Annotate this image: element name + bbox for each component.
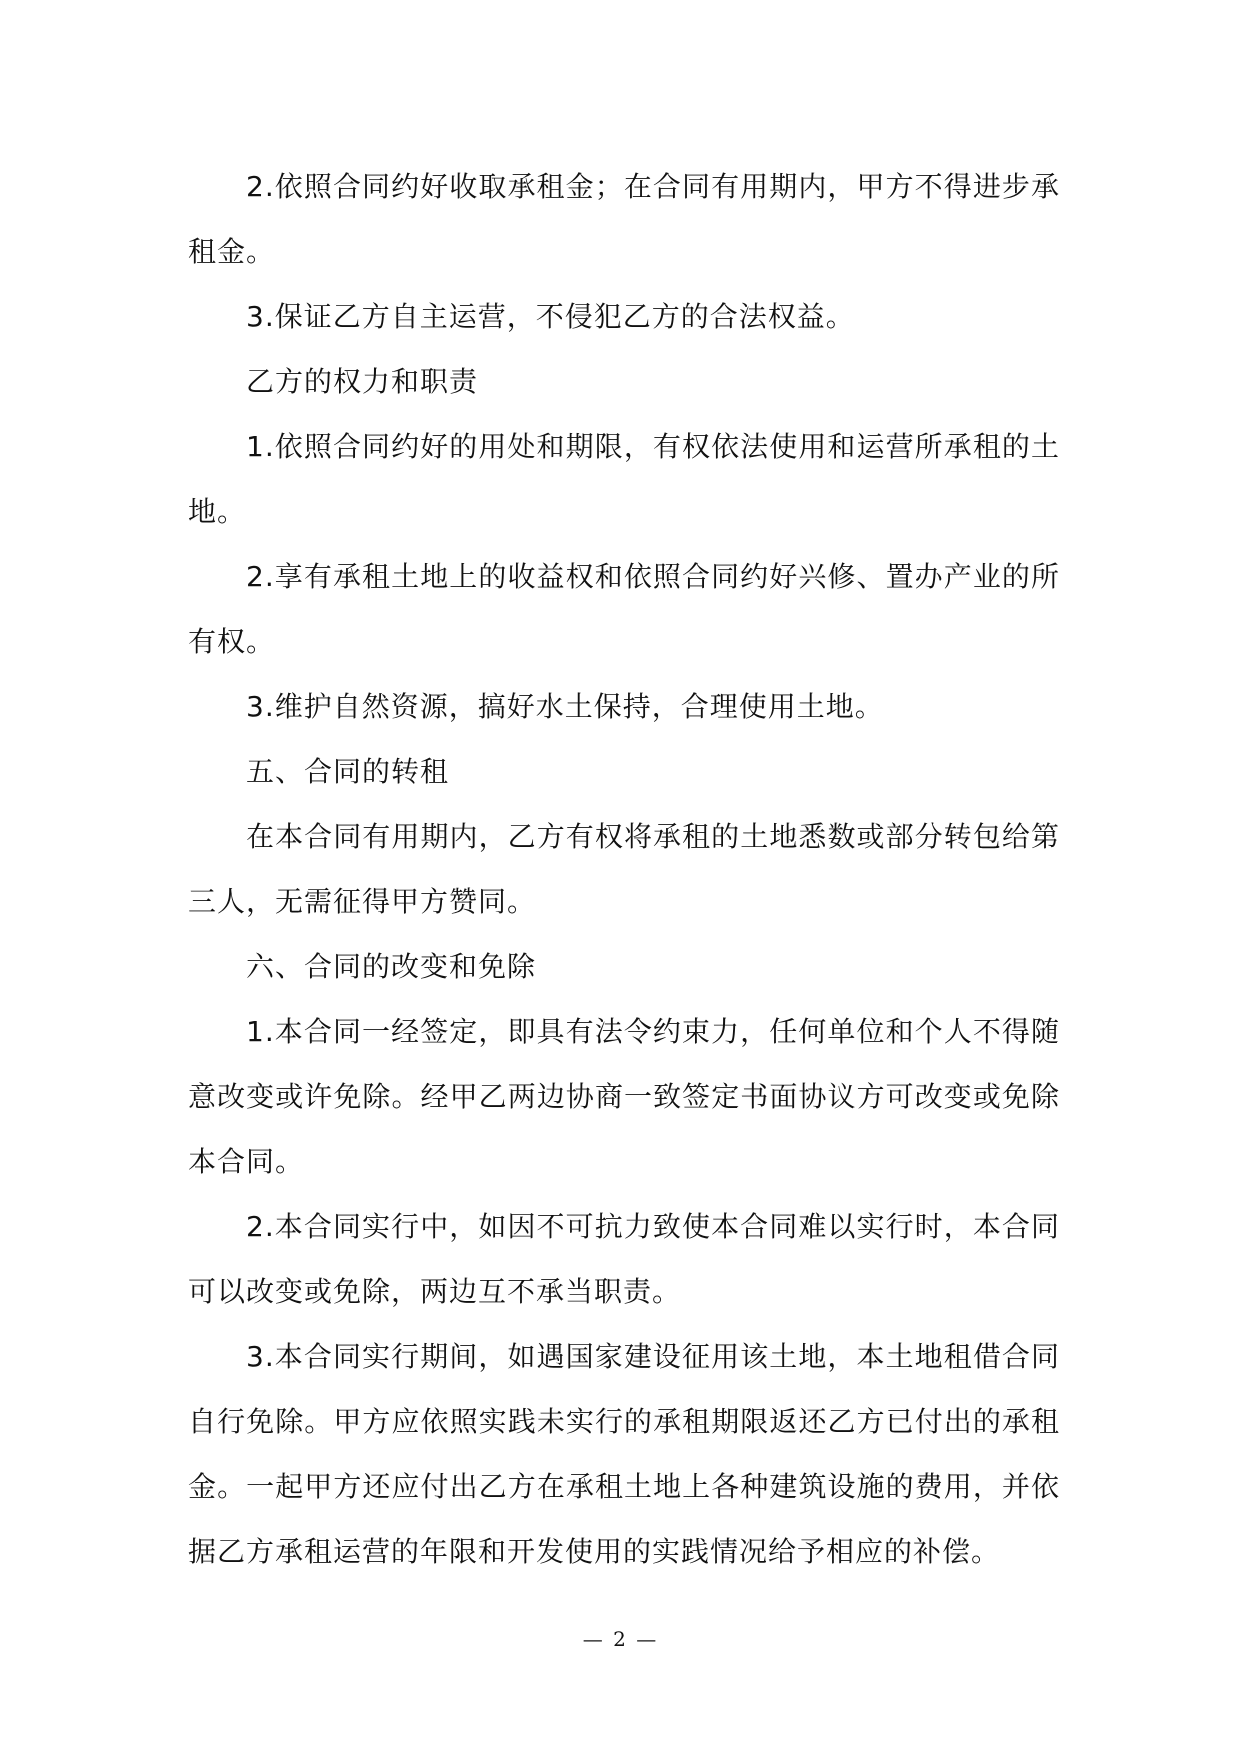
section-heading: 六、合同的改变和免除: [246, 950, 537, 983]
paragraph: 2.依照合同约好收取承租金；在合同有用期内，甲方不得进步承租金。: [188, 170, 1060, 268]
paragraph: 在本合同有用期内，乙方有权将承租的土地悉数或部分转包给第三人，无需征得甲方赞同。: [188, 820, 1060, 918]
paragraph: 2.享有承租土地上的收益权和依照合同约好兴修、置办产业的所有权。: [188, 560, 1060, 658]
page-number: — 2 —: [582, 1627, 659, 1651]
section-heading: 五、合同的转租: [246, 755, 450, 788]
document-body: [188, 154, 1060, 1584]
paragraph: 3.本合同实行期间，如遇国家建设征用该土地，本土地租借合同自行免除。甲方应依照实践未实行的承租期限返还乙方已付出的承租金。一起甲方还应付出乙方在承租土地上各种建筑设施的费用，并依据乙方承租运营的年限和开发使用的实践情况给予相应的补偿。: [188, 1340, 1060, 1568]
paragraph: 1.依照合同约好的用处和期限，有权依法使用和运营所承租的土地。: [188, 430, 1060, 528]
paragraph: 3.保证乙方自主运营，不侵犯乙方的合法权益。: [246, 300, 855, 333]
paragraph: 3.维护自然资源，搞好水土保持，合理使用土地。: [246, 690, 884, 723]
section-heading: 乙方的权力和职责: [246, 365, 479, 398]
paragraph: 2.本合同实行中，如因不可抗力致使本合同难以实行时，本合同可以改变或免除，两边互不承当职责。: [188, 1210, 1060, 1308]
paragraph: 1.本合同一经签定，即具有法令约束力，任何单位和个人不得随意改变或许免除。经甲乙两边协商一致签定书面协议方可改变或免除本合同。: [188, 1015, 1060, 1178]
